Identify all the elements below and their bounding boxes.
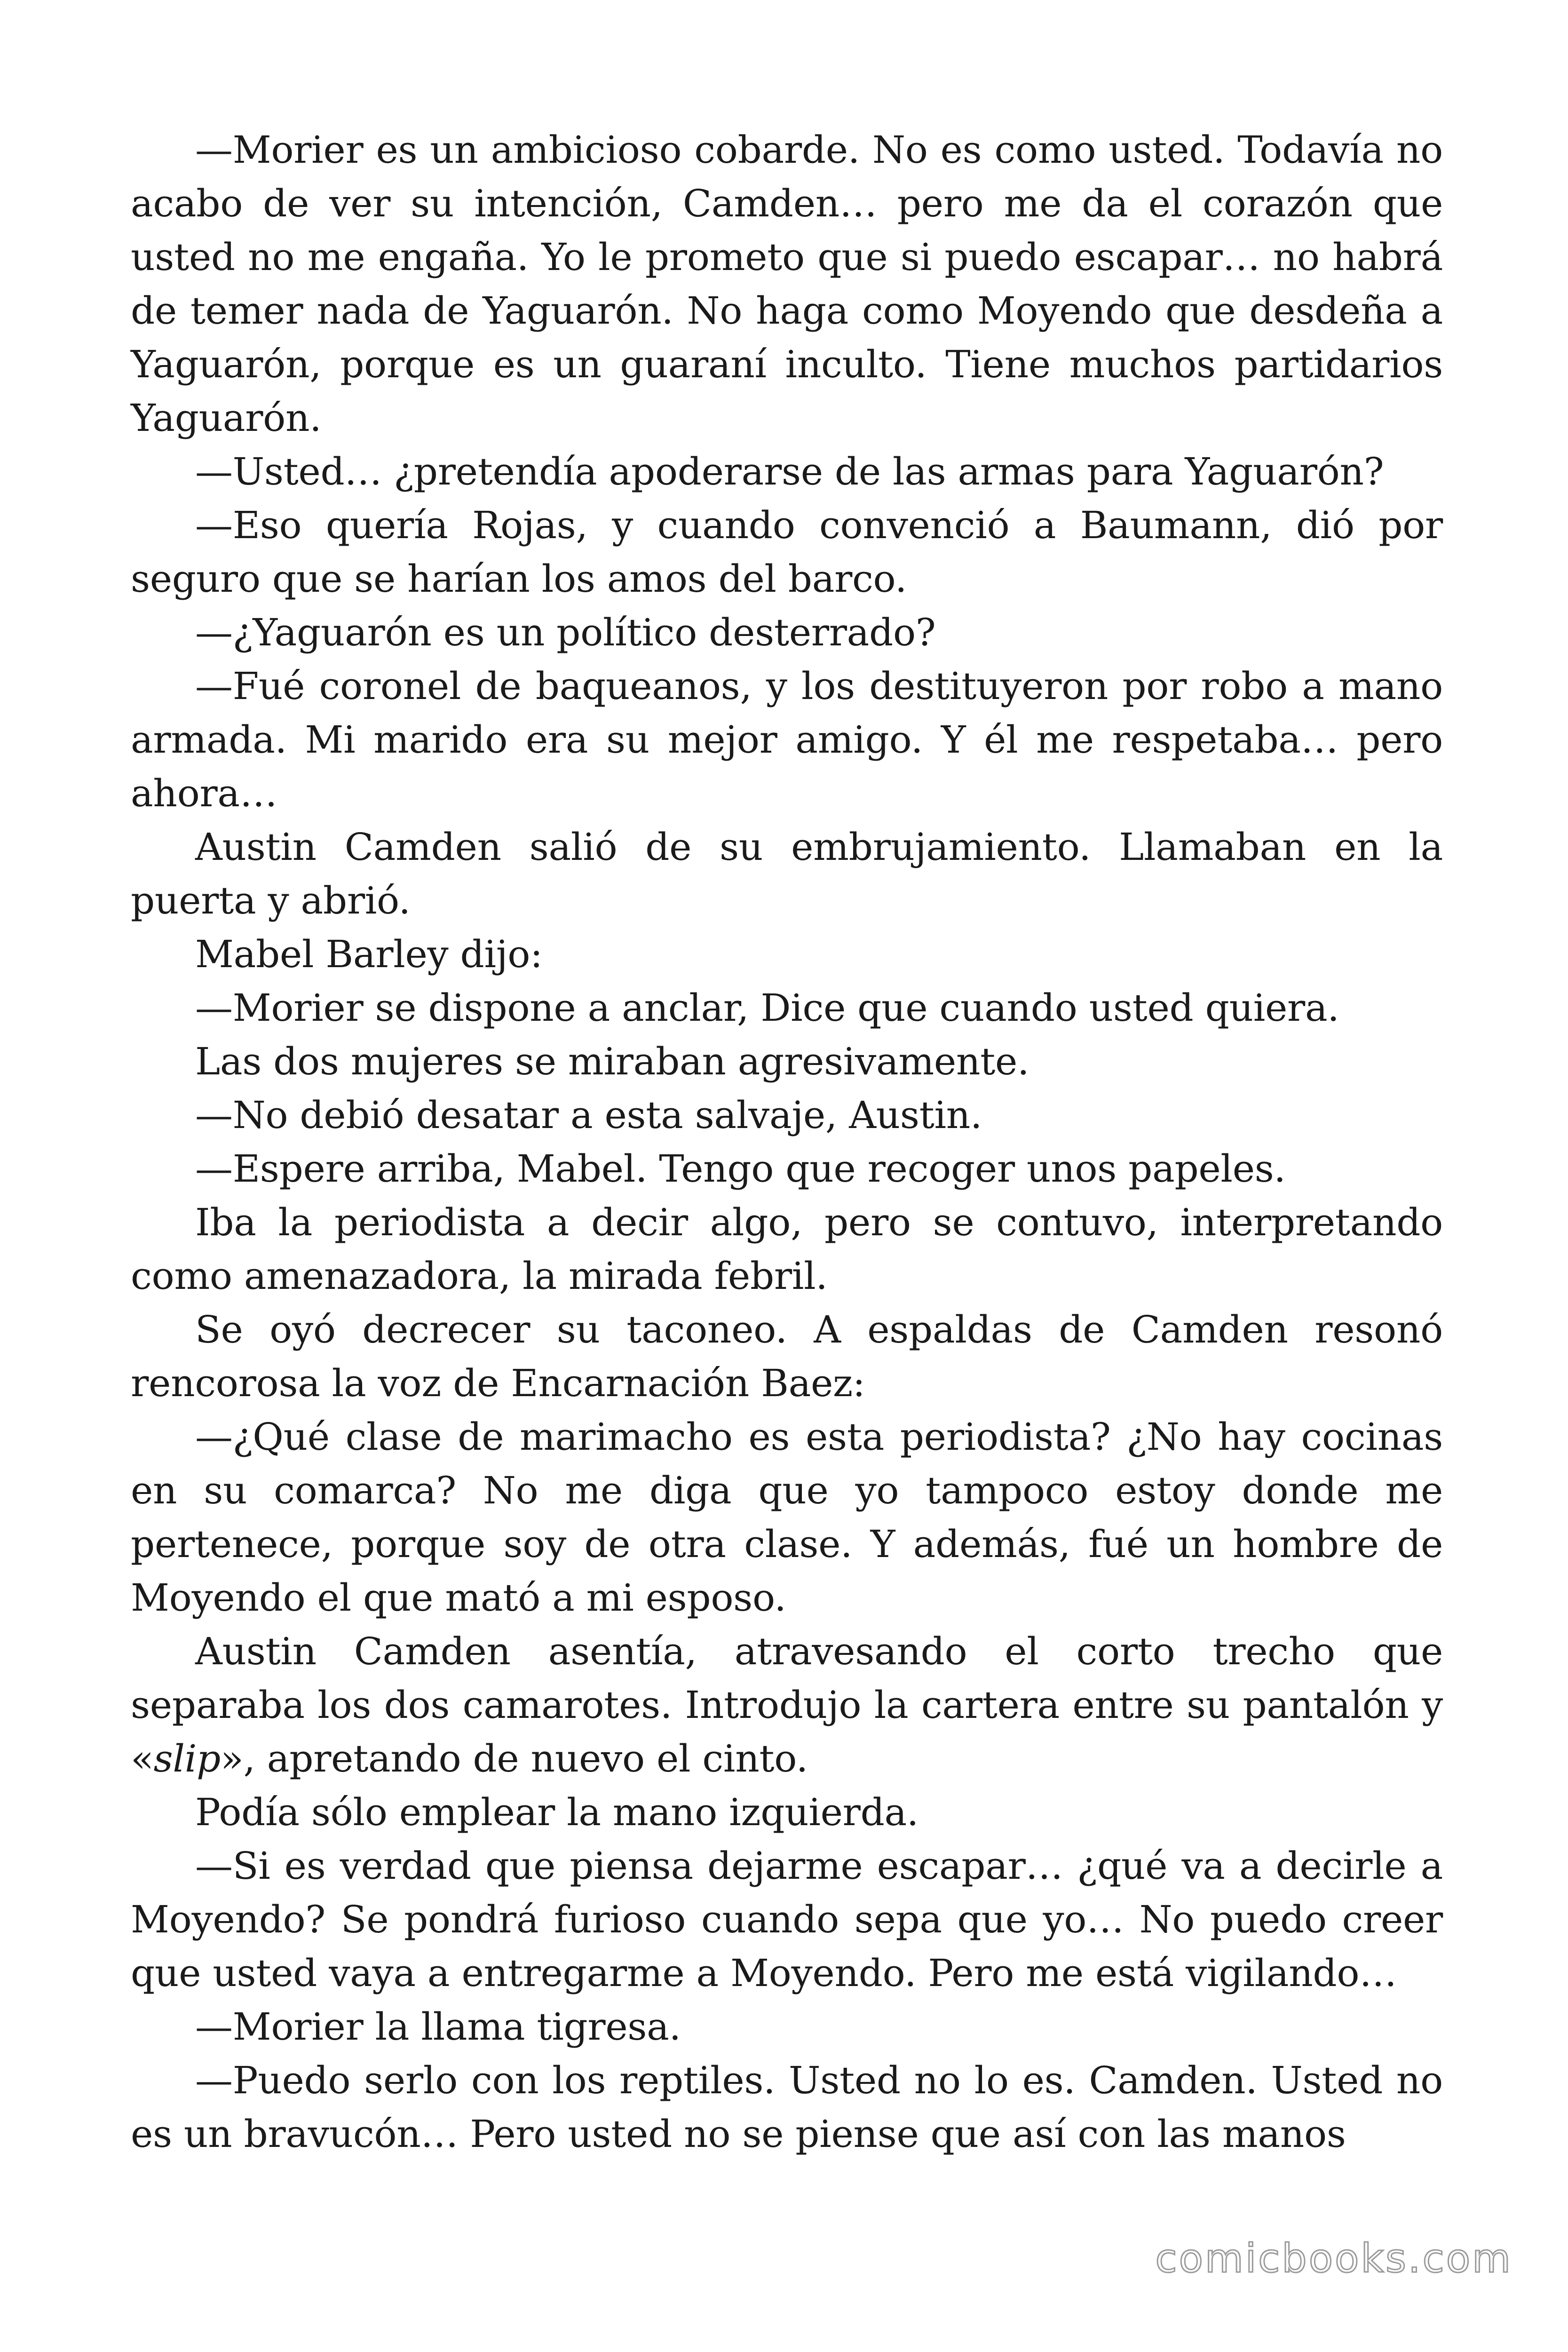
paragraph: —¿Qué clase de marimacho es esta periodista? ¿No hay cocinas en su comarca? No me diga que yo tampoco estoy donde me pertenece, porque soy de otra clase. Y además, fué un hombre de Moyendo el que mató a mi esposo. (131, 1415, 1443, 1620)
paragraph: —¿Yaguarón es un político desterrado? (195, 611, 936, 654)
paragraph: Austin Camden salió de su embrujamiento. Llamaban en la puerta y abrió. (131, 825, 1443, 922)
page-text (131, 123, 1443, 2161)
paragraph: Las dos mujeres se miraban agresivamente. (195, 1040, 1029, 1083)
paragraph: —Usted… ¿pretendía apoderarse de las armas para Yaguarón? (195, 450, 1384, 493)
paragraph-slip-before: Austin Camden asentía, atravesando el corto trecho que separaba los dos camarotes. Introdujo la cartera entre su pantalón y « (131, 1629, 1443, 1780)
paragraph: Se oyó decrecer su taconeo. A espaldas de Camden resonó rencorosa la voz de Encarnación Baez: (131, 1308, 1443, 1405)
paragraph: —Espere arriba, Mabel. Tengo que recoger unos papeles. (195, 1147, 1286, 1191)
paragraph: —Eso quería Rojas, y cuando convenció a Baumann, dió por seguro que se harían los amos del barco. (131, 503, 1443, 601)
paragraph: —Si es verdad que piensa dejarme escapar… ¿qué va a decirle a Moyendo? Se pondrá furioso cuando sepa que yo… No puedo creer que usted vaya a entregarme a Moyendo. Pero me está vigilando… (131, 1844, 1443, 1995)
paragraph: —Morier se dispone a anclar, Dice que cuando usted quiera. (195, 986, 1339, 1030)
paragraph-slip-after: », apretando de nuevo el cinto. (220, 1737, 808, 1780)
paragraph: —Puedo serlo con los reptiles. Usted no lo es. Camden. Usted no es un bravucón… Pero usted no se piense que así con las manos (131, 2058, 1443, 2156)
paragraph: Podía sólo emplear la mano izquierda. (195, 1790, 919, 1834)
paragraph: —Morier es un ambicioso cobarde. No es como usted. Todavía no acabo de ver su intención, Camden… pero me da el corazón que usted no me engaña. Yo le prometo que si puedo escapar… no habrá de temer nada de Yaguarón. No haga como Moyendo que desdeña a Yaguarón, porque es un guaraní inculto. Tiene muchos partidarios Yaguarón. (131, 128, 1443, 440)
paragraph: —Fué coronel de baqueanos, y los destituyeron por robo a mano armada. Mi marido era su mejor amigo. Y él me respetaba… pero ahora… (131, 664, 1443, 815)
paragraph: —No debió desatar a esta salvaje, Austin. (195, 1093, 982, 1137)
paragraph-slip (131, 1625, 1443, 1786)
paragraph-slip-italic: slip (153, 1737, 221, 1780)
watermark: comicbooks.com (1155, 2235, 1513, 2281)
paragraph: —Morier la llama tigresa. (195, 2005, 681, 2049)
paragraph: Mabel Barley dijo: (195, 932, 543, 976)
paragraph: Iba la periodista a decir algo, pero se contuvo, interpretando como amenazadora, la mirada febril. (131, 1200, 1443, 1298)
